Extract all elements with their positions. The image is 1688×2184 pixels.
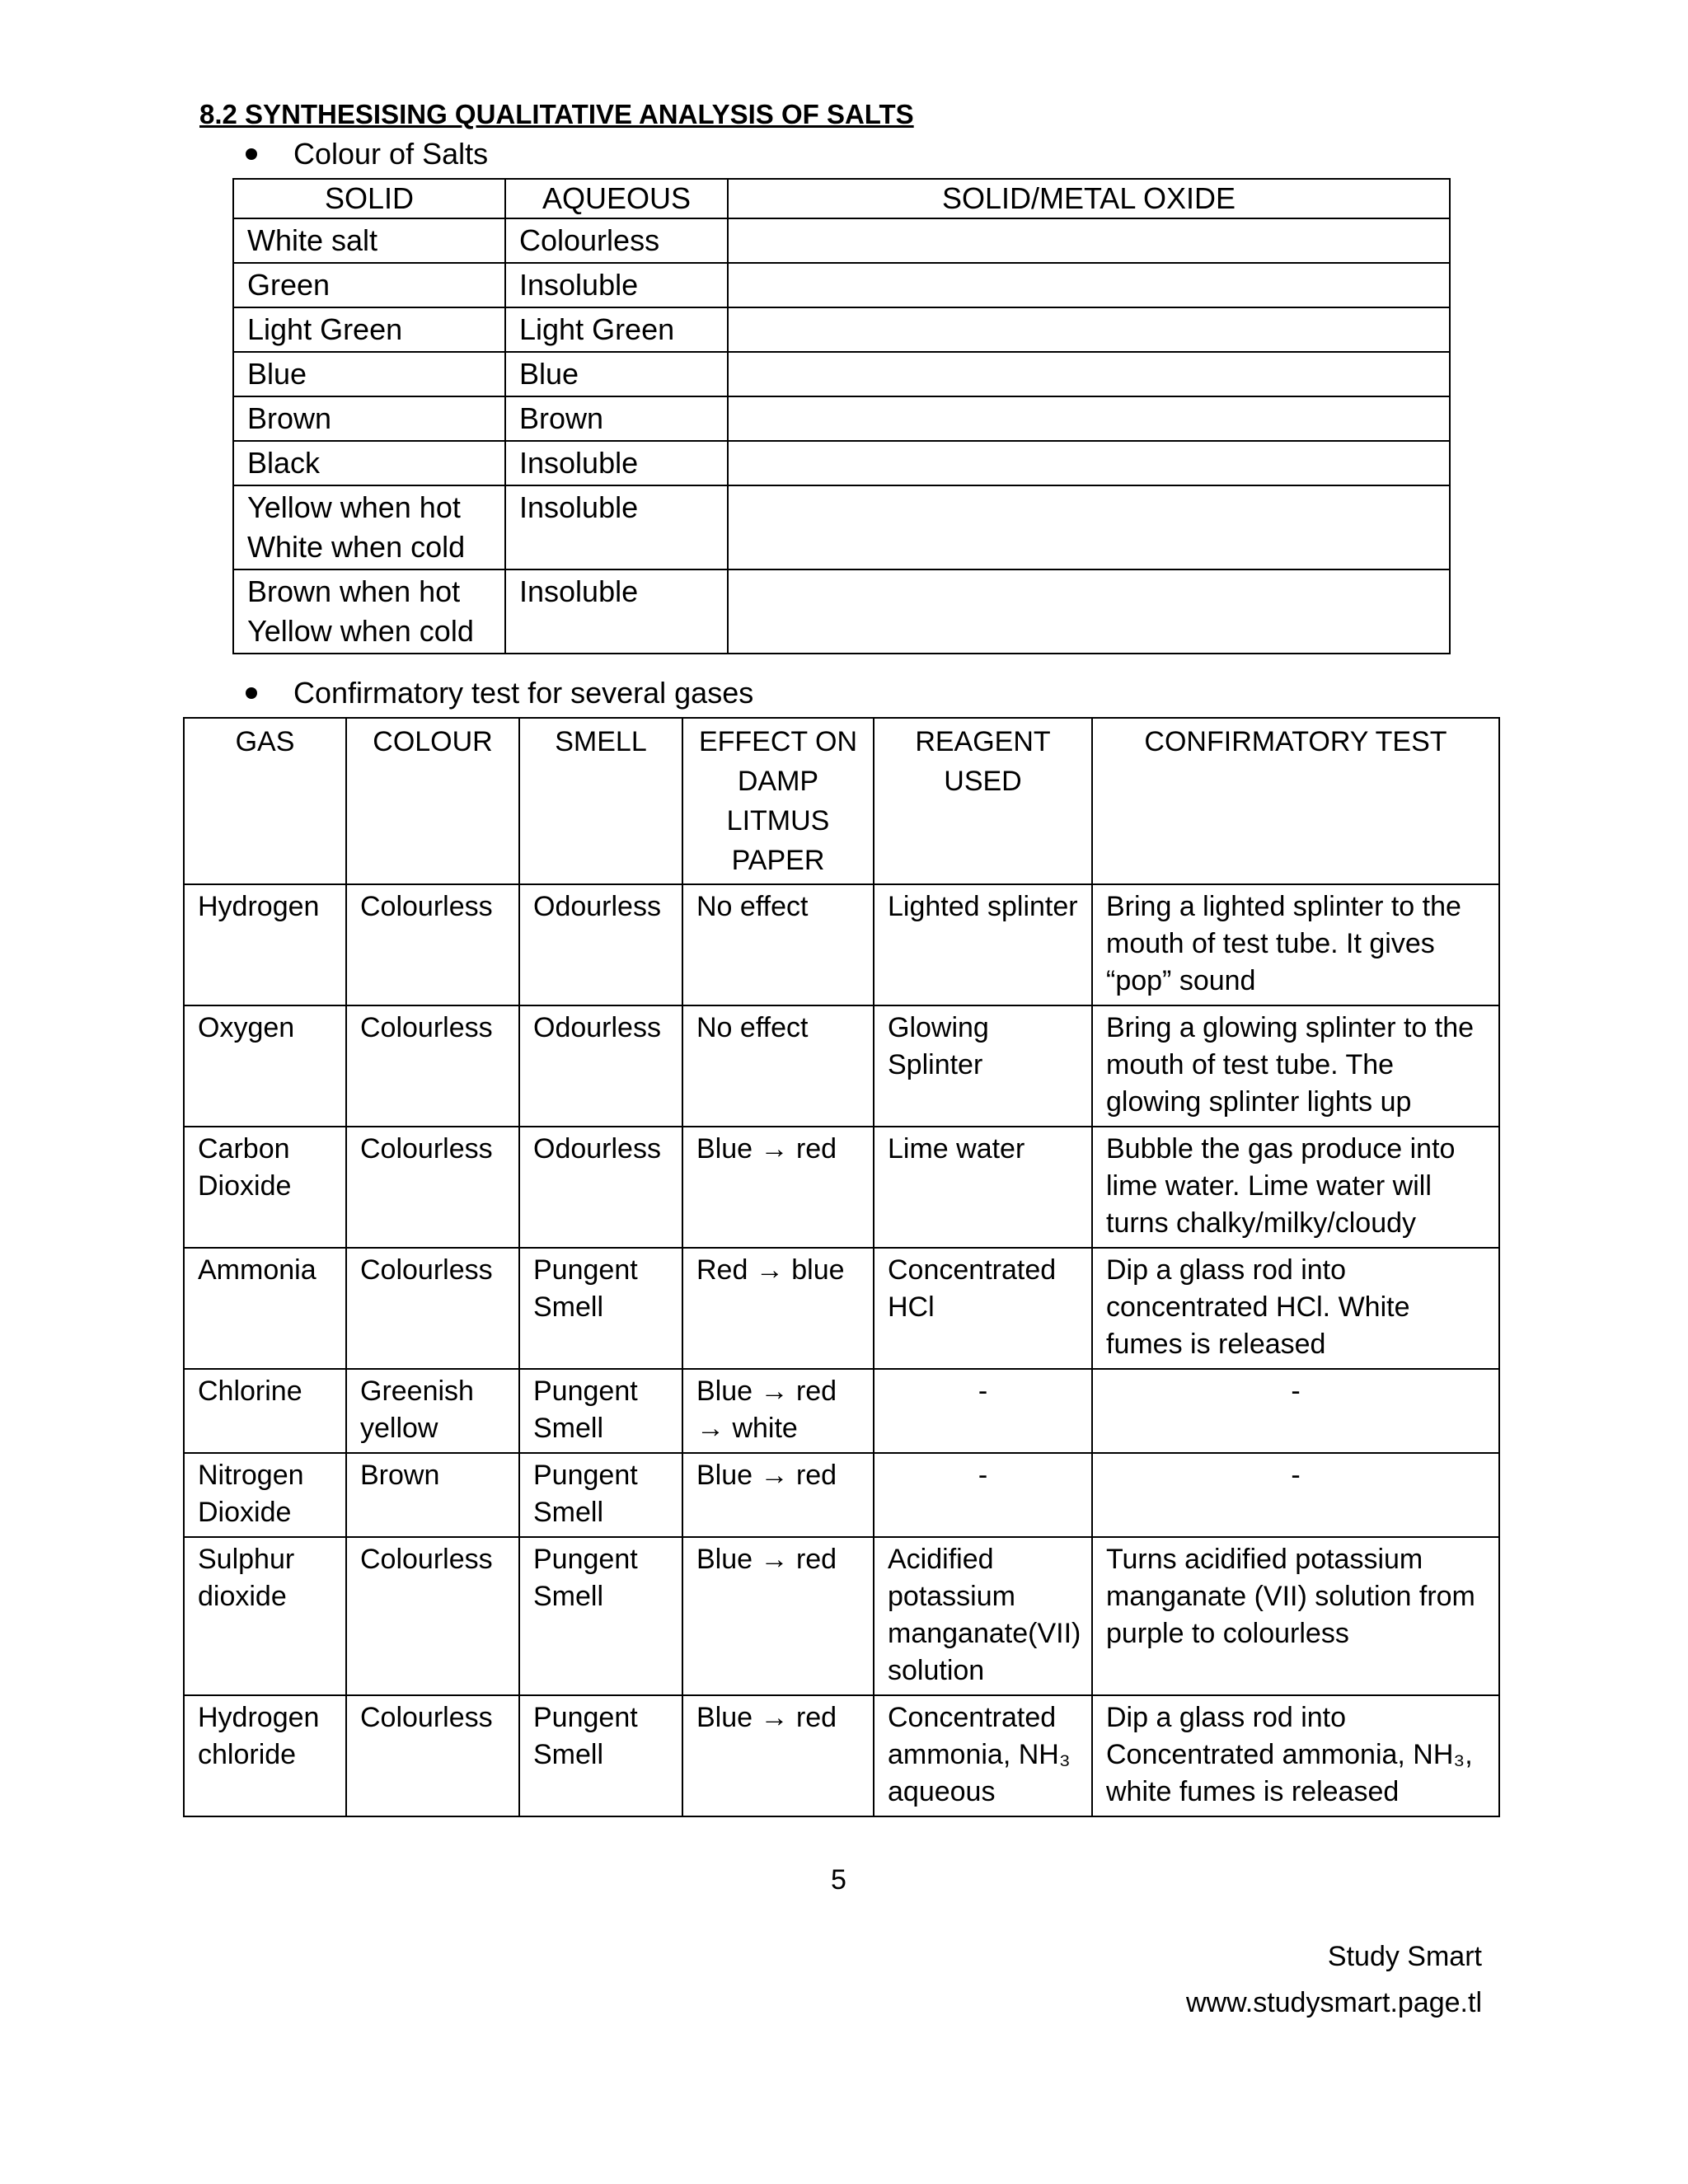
section-title: 8.2 SYNTHESISING QUALITATIVE ANALYSIS OF SALTS: [199, 99, 914, 129]
header-gas: GAS: [184, 718, 346, 884]
colour-cell: Colourless: [346, 884, 519, 1005]
bullet-colour-of-salts: [246, 137, 488, 171]
solid-cell: [233, 263, 505, 307]
litmus-cell: Blue → red → white: [682, 1369, 874, 1453]
solid-line: White when cold: [247, 530, 466, 564]
gas-cell: Ammonia: [184, 1248, 346, 1369]
header-confirmatory-test: CONFIRMATORY TEST: [1092, 718, 1499, 884]
solid-cell: [233, 396, 505, 441]
header-solid: SOLID: [233, 179, 505, 218]
table-row: [233, 307, 1450, 352]
aqueous-cell: Insoluble: [505, 485, 728, 569]
colour-cell: Colourless: [346, 1537, 519, 1695]
bullet-icon: [246, 687, 257, 699]
solid-cell: [233, 569, 505, 654]
test-cell: -: [1092, 1453, 1499, 1537]
colour-cell: Greenish yellow: [346, 1369, 519, 1453]
table-row: [184, 884, 1499, 1005]
bullet-text: Confirmatory test for several gases: [293, 676, 754, 710]
gases-test-table: [183, 717, 1500, 1817]
bullet-confirmatory-test: [246, 676, 753, 710]
oxide-cell: [728, 569, 1450, 654]
litmus-cell: No effect: [682, 1005, 874, 1127]
solid-line: Light Green: [247, 312, 403, 346]
table-row: [233, 396, 1450, 441]
smell-cell: Pungent Smell: [519, 1537, 682, 1695]
table-row: [233, 263, 1450, 307]
colour-cell: Colourless: [346, 1127, 519, 1248]
smell-cell: Pungent Smell: [519, 1695, 682, 1816]
salts-colour-table: [232, 178, 1451, 654]
table-row: [184, 1695, 1499, 1816]
reagent-cell: Concentrated HCl: [874, 1248, 1092, 1369]
reagent-cell: Lime water: [874, 1127, 1092, 1248]
oxide-cell: [728, 307, 1450, 352]
gas-cell: Nitrogen Dioxide: [184, 1453, 346, 1537]
header-aqueous: AQUEOUS: [505, 179, 728, 218]
aqueous-cell: Light Green: [505, 307, 728, 352]
header-solid-metal-oxide: SOLID/METAL OXIDE: [728, 179, 1450, 218]
colour-cell: Colourless: [346, 1248, 519, 1369]
gas-cell: Oxygen: [184, 1005, 346, 1127]
reagent-cell: -: [874, 1453, 1092, 1537]
table-row: [184, 1005, 1499, 1127]
footer: [1186, 1933, 1482, 2026]
page-number: 5: [831, 1864, 846, 1896]
solid-line: Blue: [247, 357, 307, 391]
test-cell: Turns acidified potassium manganate (VII) solution from purple to colourless: [1092, 1537, 1499, 1695]
table-row: [184, 1453, 1499, 1537]
smell-cell: Odourless: [519, 1127, 682, 1248]
solid-cell: [233, 218, 505, 263]
litmus-cell: Blue → red: [682, 1127, 874, 1248]
oxide-cell: [728, 352, 1450, 396]
header-colour: COLOUR: [346, 718, 519, 884]
header-effect-on-litmus: EFFECT ON DAMP LITMUS PAPER: [682, 718, 874, 884]
oxide-cell: [728, 396, 1450, 441]
aqueous-cell: Insoluble: [505, 441, 728, 485]
table-row: [184, 1537, 1499, 1695]
solid-line: Black: [247, 446, 321, 480]
table-row: [233, 218, 1450, 263]
aqueous-cell: Insoluble: [505, 569, 728, 654]
test-cell: -: [1092, 1369, 1499, 1453]
aqueous-cell: Insoluble: [505, 263, 728, 307]
colour-cell: Colourless: [346, 1695, 519, 1816]
smell-cell: Odourless: [519, 1005, 682, 1127]
table-row: [233, 441, 1450, 485]
smell-cell: Odourless: [519, 884, 682, 1005]
litmus-cell: Blue → red: [682, 1537, 874, 1695]
bullet-text: Colour of Salts: [293, 137, 489, 171]
litmus-cell: Blue → red: [682, 1453, 874, 1537]
test-cell: Dip a glass rod into concentrated HCl. White fumes is released: [1092, 1248, 1499, 1369]
reagent-cell: Glowing Splinter: [874, 1005, 1092, 1127]
solid-cell: [233, 307, 505, 352]
header-reagent-used: REAGENT USED: [874, 718, 1092, 884]
table-row: [184, 1369, 1499, 1453]
oxide-cell: [728, 263, 1450, 307]
litmus-cell: No effect: [682, 884, 874, 1005]
gas-cell: Chlorine: [184, 1369, 346, 1453]
oxide-cell: [728, 218, 1450, 263]
colour-cell: Brown: [346, 1453, 519, 1537]
smell-cell: Pungent Smell: [519, 1248, 682, 1369]
footer-url: www.studysmart.page.tl: [1185, 1987, 1482, 2018]
aqueous-cell: Colourless: [505, 218, 728, 263]
solid-cell: [233, 485, 505, 569]
solid-line: Brown: [247, 401, 332, 435]
solid-cell: [233, 352, 505, 396]
test-cell: Bring a lighted splinter to the mouth of test tube. It gives “pop” sound: [1092, 884, 1499, 1005]
bullet-icon: [246, 148, 257, 160]
table-row: [233, 485, 1450, 569]
solid-line: Yellow when hot: [247, 490, 461, 524]
aqueous-cell: Brown: [505, 396, 728, 441]
footer-brand: Study Smart: [1327, 1941, 1482, 1972]
reagent-cell: Lighted splinter: [874, 884, 1092, 1005]
oxide-cell: [728, 485, 1450, 569]
table-row: [184, 1127, 1499, 1248]
table-row: [233, 352, 1450, 396]
solid-line: White salt: [247, 223, 378, 257]
header-smell: SMELL: [519, 718, 682, 884]
smell-cell: Pungent Smell: [519, 1453, 682, 1537]
gas-cell: Hydrogen: [184, 884, 346, 1005]
test-cell: Bubble the gas produce into lime water. Lime water will turns chalky/milky/cloudy: [1092, 1127, 1499, 1248]
litmus-cell: Blue → red: [682, 1695, 874, 1816]
table-row: [233, 569, 1450, 654]
gas-cell: Sulphur dioxide: [184, 1537, 346, 1695]
table-row: [184, 1248, 1499, 1369]
reagent-cell: -: [874, 1369, 1092, 1453]
gas-cell: Carbon Dioxide: [184, 1127, 346, 1248]
reagent-cell: Acidified potassium manganate(VII) solution: [874, 1537, 1092, 1695]
smell-cell: Pungent Smell: [519, 1369, 682, 1453]
litmus-cell: Red → blue: [682, 1248, 874, 1369]
gas-cell: Hydrogen chloride: [184, 1695, 346, 1816]
colour-cell: Colourless: [346, 1005, 519, 1127]
test-cell: Dip a glass rod into Concentrated ammonia, NH₃, white fumes is released: [1092, 1695, 1499, 1816]
test-cell: Bring a glowing splinter to the mouth of test tube. The glowing splinter lights up: [1092, 1005, 1499, 1127]
solid-line: Yellow when cold: [247, 614, 474, 648]
solid-line: Green: [247, 268, 331, 302]
oxide-cell: [728, 441, 1450, 485]
solid-line: Brown when hot: [247, 574, 461, 608]
reagent-cell: Concentrated ammonia, NH₃ aqueous: [874, 1695, 1092, 1816]
aqueous-cell: Blue: [505, 352, 728, 396]
solid-cell: [233, 441, 505, 485]
